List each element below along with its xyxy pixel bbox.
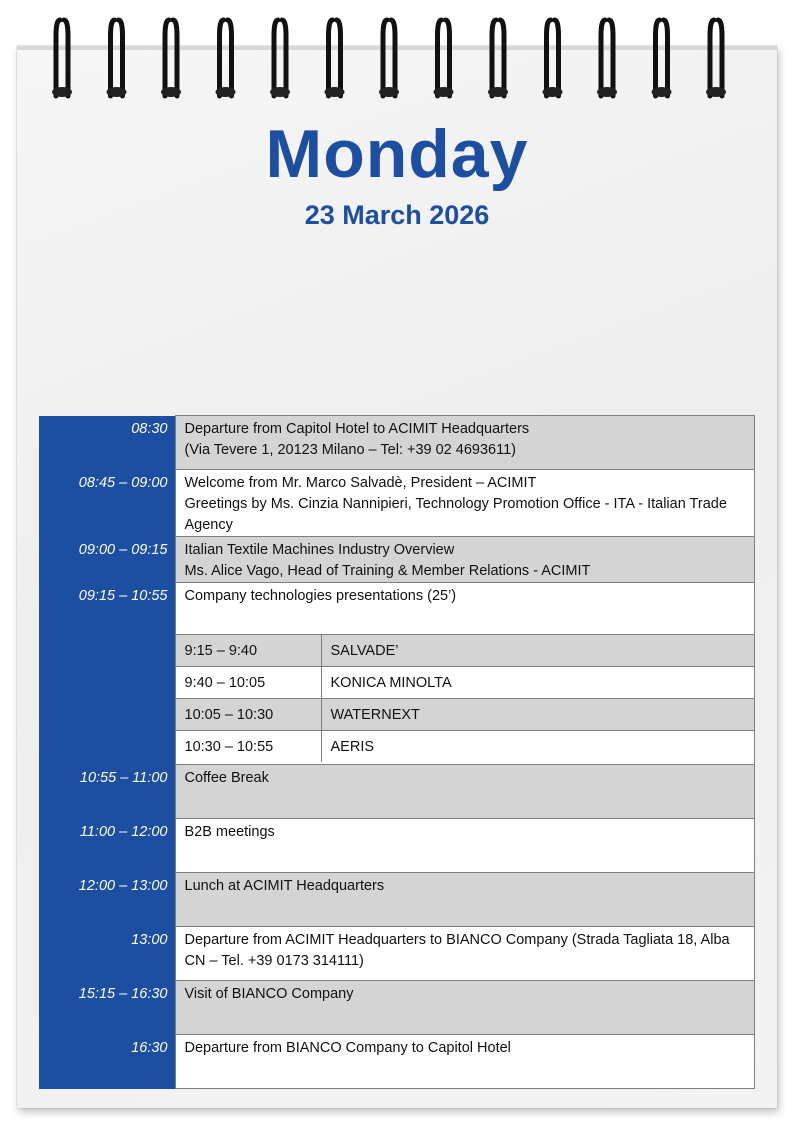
spiral-ring-icon: [64, 20, 68, 96]
page-date: 23 March 2026: [304, 200, 490, 230]
agenda-description: [175, 927, 755, 981]
spiral-ring-icon: [438, 20, 442, 96]
description-line: (Via Tevere 1, 20123 Milano – Tel: +39 02 4693611): [184, 442, 516, 458]
agenda-time: 13:00: [39, 927, 175, 981]
binding-hole-icon: [706, 87, 726, 97]
agenda-description: [175, 416, 755, 470]
agenda-time: 08:30: [39, 416, 175, 470]
agenda-time: 08:45 – 09:00: [39, 470, 175, 537]
spiral-ring-icon: [391, 20, 395, 96]
spiral-ring-icon: [282, 20, 286, 96]
spiral-ring-icon: [274, 20, 278, 96]
session-company: AERIS: [321, 731, 754, 763]
binding-hole-icon: [434, 87, 454, 97]
agenda-row: [39, 1035, 755, 1089]
spiral-ring-icon: [601, 20, 605, 96]
binding-hole-icon: [488, 87, 508, 97]
agenda-time: 10:55 – 11:00: [39, 765, 175, 819]
session-time: 10:30 – 10:55: [176, 731, 322, 763]
spiral-ring-icon: [500, 20, 504, 96]
spiral-ring-icon: [119, 20, 123, 96]
presentation-sessions-table: [176, 634, 755, 762]
session-time: 9:15 – 9:40: [176, 635, 322, 667]
spiral-ring-icon: [710, 20, 714, 96]
agenda-row: [39, 537, 755, 583]
agenda-description: [175, 981, 755, 1035]
spiral-ring-icon: [492, 20, 496, 96]
spiral-ring-icon: [329, 20, 333, 96]
agenda-row: [39, 873, 755, 927]
session-row: [176, 699, 755, 731]
spiral-binding-icon: [0, 0, 794, 110]
spiral-ring-icon: [228, 20, 232, 96]
agenda-row: [39, 765, 755, 819]
binding-hole-icon: [107, 87, 127, 97]
session-company: SALVADE’: [321, 635, 754, 667]
session-row: [176, 667, 755, 699]
session-company: WATERNEXT: [321, 699, 754, 731]
description-line: Visit of BIANCO Company: [184, 986, 354, 1002]
spiral-ring-icon: [383, 20, 387, 96]
binding-hole-icon: [161, 87, 181, 97]
description-line: Departure from BIANCO Company to Capitol Hotel: [184, 1040, 511, 1056]
description-line: B2B meetings: [184, 824, 275, 840]
spiral-ring-icon: [609, 20, 613, 96]
description-line: Welcome from Mr. Marco Salvadè, President – ACIMIT: [184, 475, 537, 491]
description-line: Coffee Break: [184, 770, 269, 786]
spiral-ring-icon: [56, 20, 60, 96]
spiral-ring-icon: [555, 20, 559, 96]
spiral-ring-icon: [446, 20, 450, 96]
agenda-time: 11:00 – 12:00: [39, 819, 175, 873]
session-company: KONICA MINOLTA: [321, 667, 754, 699]
agenda-time: 09:15 – 10:55: [39, 583, 175, 765]
spiral-ring-icon: [337, 20, 341, 96]
spiral-ring-icon: [111, 20, 115, 96]
agenda-row: [39, 819, 755, 873]
description-line: Ms. Alice Vago, Head of Training & Member Relations - ACIMIT: [184, 563, 591, 579]
agenda-description: [175, 765, 755, 819]
agenda-description: [175, 819, 755, 873]
agenda-description: [175, 1035, 755, 1089]
agenda-description: [175, 583, 755, 765]
description-line: Greetings by Ms. Cinzia Nannipieri, Technology Promotion Office - ITA - Italian Trade Agency: [184, 496, 727, 533]
spiral-ring-icon: [165, 20, 169, 96]
binding-hole-icon: [52, 87, 72, 97]
agenda-row: [39, 416, 755, 470]
page-title: Monday: [265, 116, 529, 192]
agenda-time: 09:00 – 09:15: [39, 537, 175, 583]
binding-hole-icon: [325, 87, 345, 97]
description-line: Italian Textile Machines Industry Overview: [184, 542, 455, 558]
agenda-time: 12:00 – 13:00: [39, 873, 175, 927]
session-row: [176, 731, 755, 763]
binding-hole-icon: [543, 87, 563, 97]
agenda-row: [39, 583, 755, 765]
agenda-row: [39, 981, 755, 1035]
binding-hole-icon: [652, 87, 672, 97]
spiral-ring-icon: [220, 20, 224, 96]
description-line: Lunch at ACIMIT Headquarters: [184, 878, 385, 894]
agenda-time: 15:15 – 16:30: [39, 981, 175, 1035]
agenda-row: [39, 927, 755, 981]
binding-hole-icon: [270, 87, 290, 97]
agenda-description: [175, 537, 755, 583]
description-line: Company technologies presentations (25’): [184, 588, 457, 604]
binding-hole-icon: [597, 87, 617, 97]
spiral-ring-icon: [173, 20, 177, 96]
agenda-table: [39, 415, 755, 1089]
binding-hole-icon: [216, 87, 236, 97]
binding-hole-icon: [379, 87, 399, 97]
description-line: Departure from ACIMIT Headquarters to BIANCO Company (Strada Tagliata 18, Alba CN – Tel. +39 0173 314111): [184, 932, 730, 969]
spiral-ring-icon: [547, 20, 551, 96]
agenda-row: [39, 470, 755, 537]
agenda-description: [175, 470, 755, 537]
description-line: Departure from Capitol Hotel to ACIMIT Headquarters: [184, 421, 530, 437]
spiral-ring-icon: [718, 20, 722, 96]
spiral-ring-icon: [656, 20, 660, 96]
agenda-description: [175, 873, 755, 927]
agenda-time: 16:30: [39, 1035, 175, 1089]
session-time: 10:05 – 10:30: [176, 699, 322, 731]
session-time: 9:40 – 10:05: [176, 667, 322, 699]
session-row: [176, 635, 755, 667]
spiral-ring-icon: [664, 20, 668, 96]
